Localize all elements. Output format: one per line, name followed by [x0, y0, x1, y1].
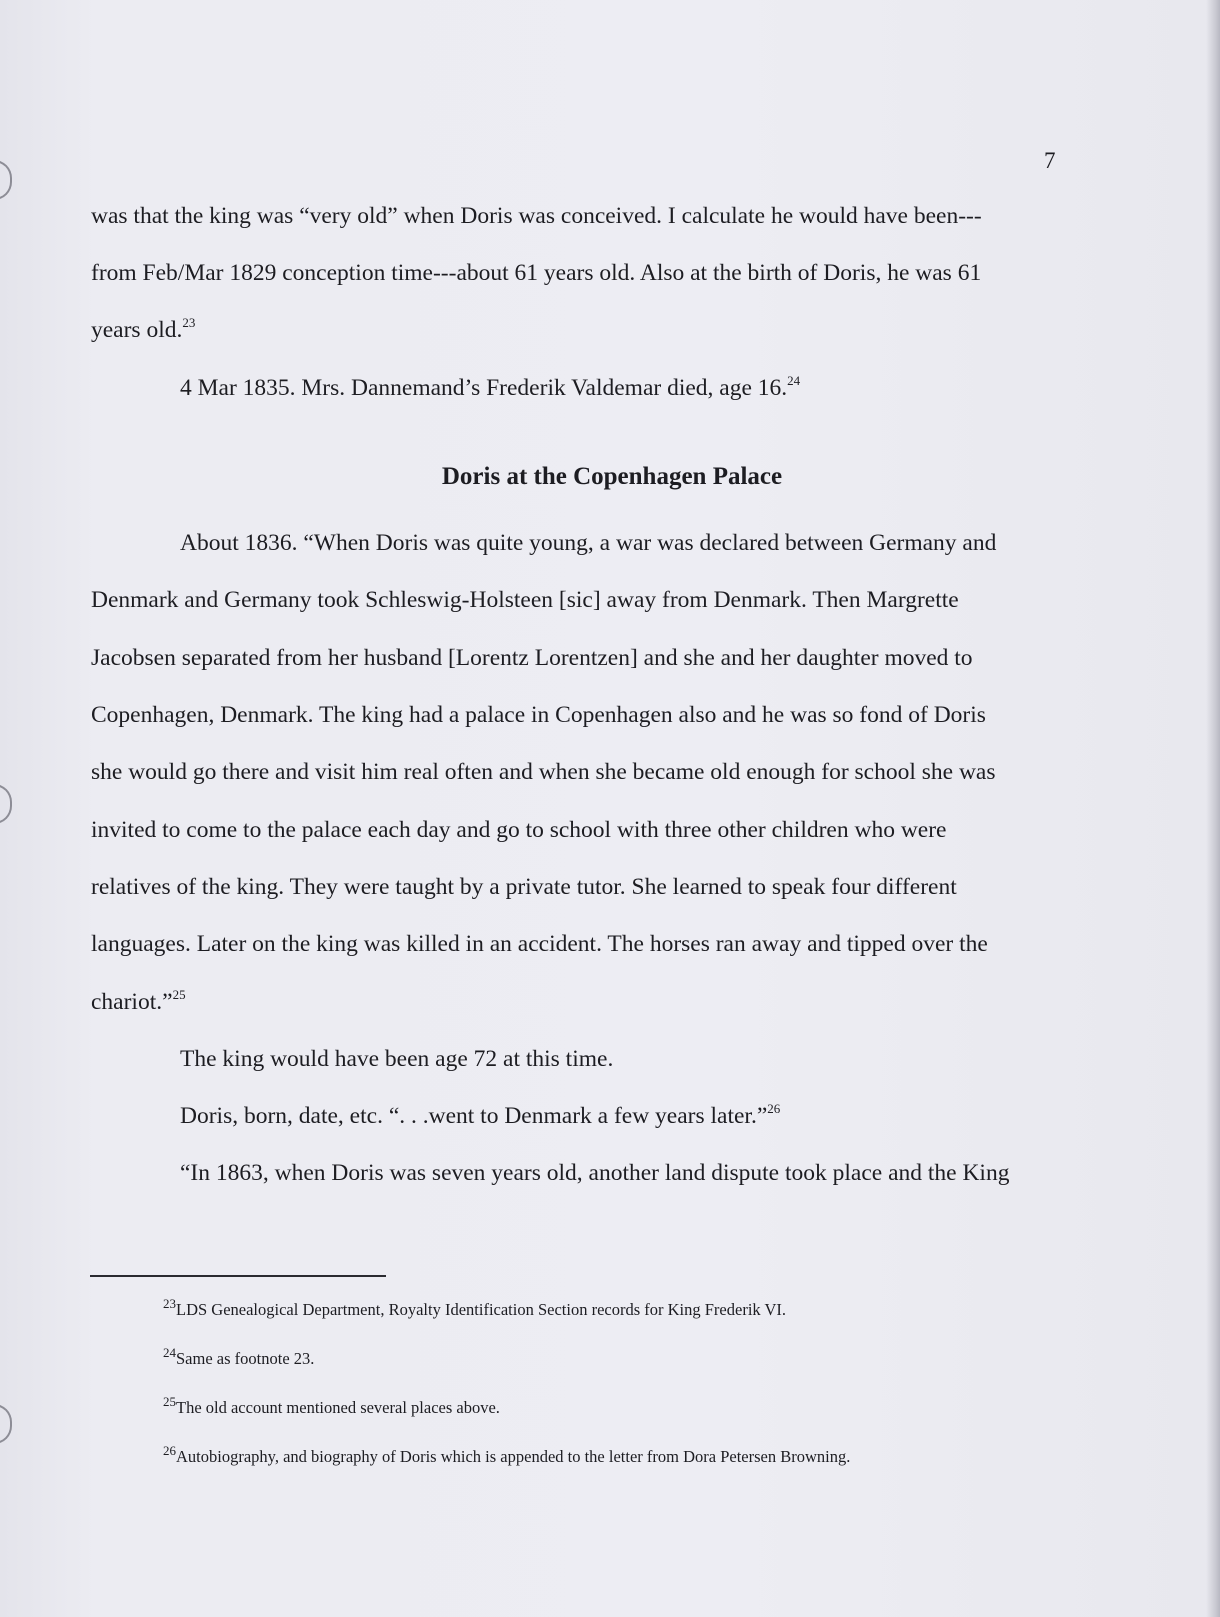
footnote-ref: 25 — [172, 987, 186, 1002]
footnote: $^{25}$The old account mentioned several places above. — [163, 1394, 500, 1417]
footnote-ref: 26 — [767, 1101, 781, 1116]
body-line: Doris, born, date, etc. “. . .went to Denmark a few years later.”$^{26}$ — [180, 1101, 781, 1129]
binder-hole-middle — [0, 784, 12, 824]
footnote-ref: 24 — [787, 373, 801, 388]
body-line: 4 Mar 1835. Mrs. Dannemand’s Frederik Valdemar died, age 16.24 — [180, 373, 801, 401]
body-line: years old.$^{23}$ — [91, 315, 196, 343]
body-line: relatives of the king. They were taught by a private tutor. She learned to speak four different — [91, 874, 957, 900]
footnote: $^{24}$Same as footnote 23. — [163, 1345, 315, 1368]
body-line: “In 1863, when Doris was seven years old, another land dispute took place and the King — [180, 1160, 1010, 1186]
footnote-number: 26 — [163, 1443, 176, 1458]
body-line: was that the king was “very old” when Doris was conceived. I calculate he would have been--- — [91, 203, 982, 229]
footnote-number: 23 — [163, 1296, 176, 1311]
body-line: Copenhagen, Denmark. The king had a palace in Copenhagen also and he was so fond of Doris — [91, 702, 986, 728]
footnote-number: 24 — [163, 1345, 176, 1360]
body-line: Denmark and Germany took Schleswig-Holsteen [sic] away from Denmark. Then Margrette — [91, 587, 959, 613]
body-line: languages. Later on the king was killed in an accident. The horses ran away and tipped over the — [91, 931, 988, 957]
body-line: About 1836. “When Doris was quite young, a war was declared between Germany and — [180, 530, 997, 556]
body-line: from Feb/Mar 1829 conception time---about 61 years old. Also at the birth of Doris, he was 61 — [91, 260, 982, 286]
body-line: she would go there and visit him real often and when she became old enough for school she was — [91, 759, 996, 785]
section-heading: Doris at the Copenhagen Palace — [441, 463, 783, 490]
footnote-number: 25 — [163, 1394, 176, 1409]
footnote-separator — [90, 1275, 386, 1277]
binder-hole-top — [0, 160, 12, 200]
body-line: Jacobsen separated from her husband [Lorentz Lorentzen] and she and her daughter moved to — [91, 645, 973, 671]
footnote: $^{23}$LDS Genealogical Department, Royalty Identification Section records for King Frederik VI. — [163, 1296, 787, 1319]
footnote: $^{26}$Autobiography, and biography of Doris which is appended to the letter from Dora Petersen Browning. — [163, 1443, 851, 1466]
page-number: 7 — [1044, 148, 1056, 173]
body-line: chariot.”$^{25}$ — [91, 987, 186, 1015]
body-line: invited to come to the palace each day and go to school with three other children who were — [91, 817, 947, 843]
body-line: The king would have been age 72 at this time. — [180, 1046, 614, 1072]
binder-hole-bottom — [0, 1404, 12, 1444]
footnote-ref: 23 — [182, 315, 196, 330]
page-edge-shadow — [1206, 0, 1220, 1617]
